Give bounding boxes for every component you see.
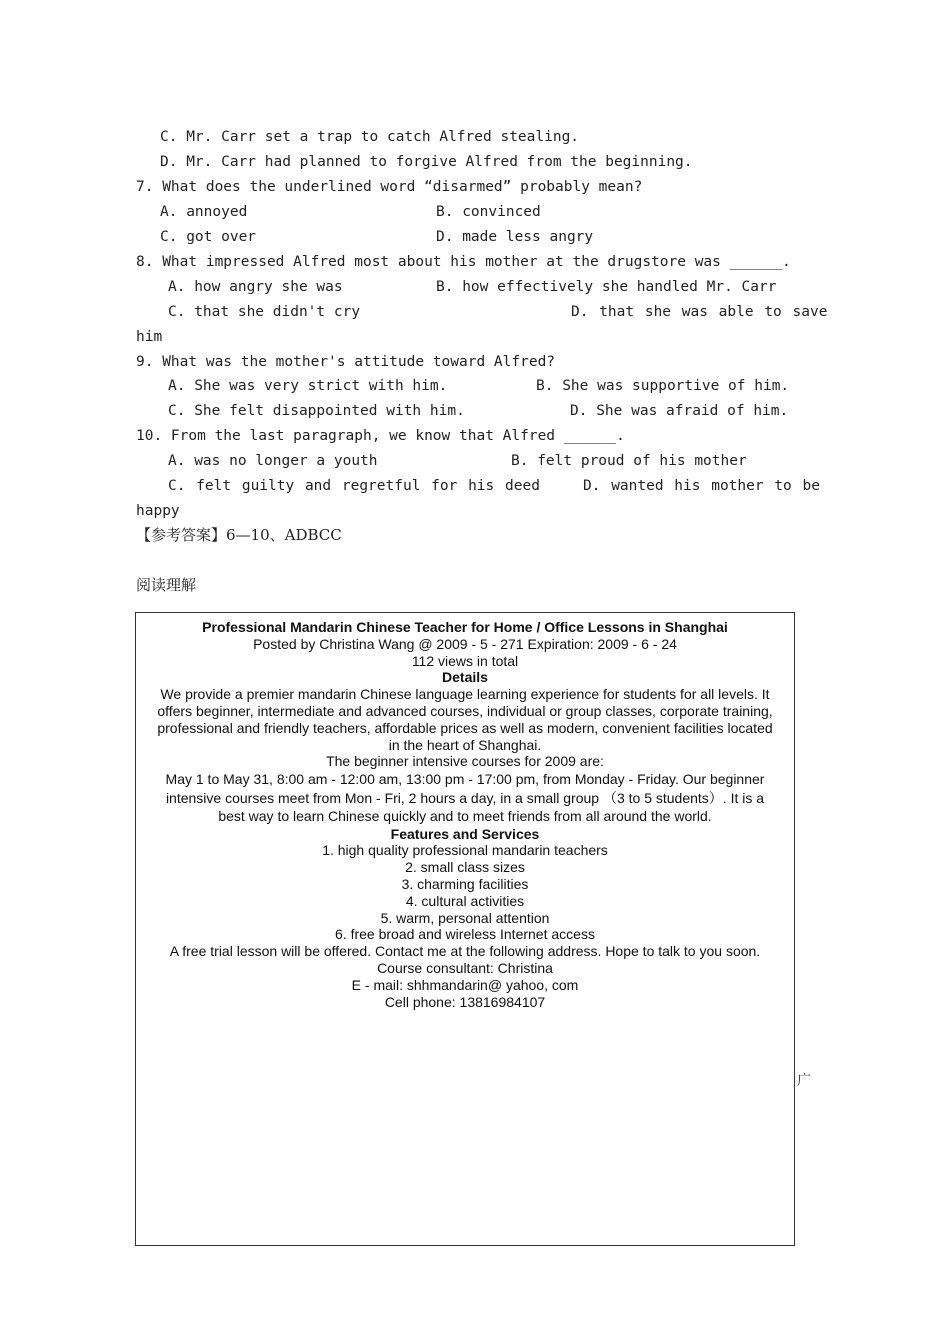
- ad-courses-text: May 1 to May 31, 8:00 am - 12:00 am, 13:00 pm - 17:00 pm, from Monday - Friday. Our beginner intensive courses meet from Mon - Fri, 2 hours a day, in a small group （3 to 5 students）. It is a best way to learn Chinese quickly and to meet friends from all around the world.: [165, 771, 765, 825]
- q8-stem: 8. What impressed Alfred most about his mother at the drugstore was ______.: [136, 254, 791, 270]
- q6-option-d: D. Mr. Carr had planned to forgive Alfred from the beginning.: [160, 154, 693, 170]
- q9-option-b: B. She was supportive of him.: [536, 378, 790, 394]
- q9-option-c: C. She felt disappointed with him.: [168, 403, 465, 419]
- q8-option-d-continued: him: [136, 329, 163, 345]
- ad-posted-line: Posted by Christina Wang @ 2009 - 5 - 271 Expiration: 2009 - 6 - 24: [253, 635, 677, 652]
- q8-option-c: C. that she didn't cry: [168, 304, 361, 320]
- ad-trial-text: A free trial lesson will be offered. Contact me at the following address. Hope to talk to you soon.: [169, 943, 761, 960]
- ad-features-heading: Features and Services: [390, 825, 540, 842]
- q7-option-a: A. annoyed: [160, 204, 248, 220]
- ad-details-text: We provide a premier mandarin Chinese language learning experience for students for all levels. It offers beginner, intermediate and advanced courses, individual or group classes, corporate training, professional and friendly teachers, affordable prices as well as modern, convenient facilities located in the heart of Shanghai.: [157, 686, 773, 753]
- q8-option-b: B. how effectively she handled Mr. Carr: [436, 279, 777, 295]
- q9-option-d: D. She was afraid of him.: [570, 403, 789, 419]
- ad-feature-item: 3. charming facilities: [401, 876, 529, 893]
- ad-phone: Cell phone: 13816984107: [384, 993, 546, 1010]
- section-title: 阅读理解: [136, 576, 197, 594]
- ad-feature-item: 5. warm, personal attention: [380, 909, 550, 926]
- q10-option-d: D. wanted his mother to be: [583, 478, 820, 494]
- q8-option-d: D. that she was able to save: [571, 304, 828, 320]
- q10-option-c: C. felt guilty and regretful for his deed: [168, 478, 540, 494]
- q7-option-d: D. made less angry: [436, 229, 594, 245]
- ad-feature-item: 1. high quality professional mandarin teachers: [322, 842, 608, 859]
- q7-option-b: B. convinced: [436, 204, 541, 220]
- q7-option-c: C. got over: [160, 229, 257, 245]
- ad-feature-item: 6. free broad and wireless Internet access: [335, 926, 595, 943]
- stray-character: 广: [797, 1073, 811, 1089]
- q7-stem: 7. What does the underlined word “disarmed” probably mean?: [136, 179, 643, 195]
- ad-views: 112 views in total: [411, 652, 519, 669]
- q10-stem: 10. From the last paragraph, we know that Alfred ______.: [136, 428, 625, 444]
- ad-feature-item: 4. cultural activities: [405, 892, 525, 909]
- ad-consultant: Course consultant: Christina: [377, 960, 553, 977]
- q8-option-a: A. how angry she was: [168, 279, 343, 295]
- answer-key: 【参考答案】6—10、ADBCC: [136, 526, 342, 544]
- q9-stem: 9. What was the mother's attitude toward Alfred?: [136, 354, 556, 370]
- q9-option-a: A. She was very strict with him.: [168, 378, 448, 394]
- q10-option-d-continued: happy: [136, 503, 180, 519]
- ad-courses-intro: The beginner intensive courses for 2009 are:: [326, 753, 604, 770]
- ad-email: E - mail: shhmandarin@ yahoo, com: [351, 976, 579, 993]
- ad-details-heading: Details: [442, 669, 488, 686]
- ad-title: Professional Mandarin Chinese Teacher for Home / Office Lessons in Shanghai: [202, 619, 728, 635]
- advertisement-box: [135, 612, 795, 1246]
- ad-feature-item: 2. small class sizes: [405, 859, 525, 876]
- q10-option-a: A. was no longer a youth: [168, 453, 378, 469]
- q6-option-c: C. Mr. Carr set a trap to catch Alfred stealing.: [160, 129, 580, 145]
- q10-option-b: B. felt proud of his mother: [511, 453, 747, 469]
